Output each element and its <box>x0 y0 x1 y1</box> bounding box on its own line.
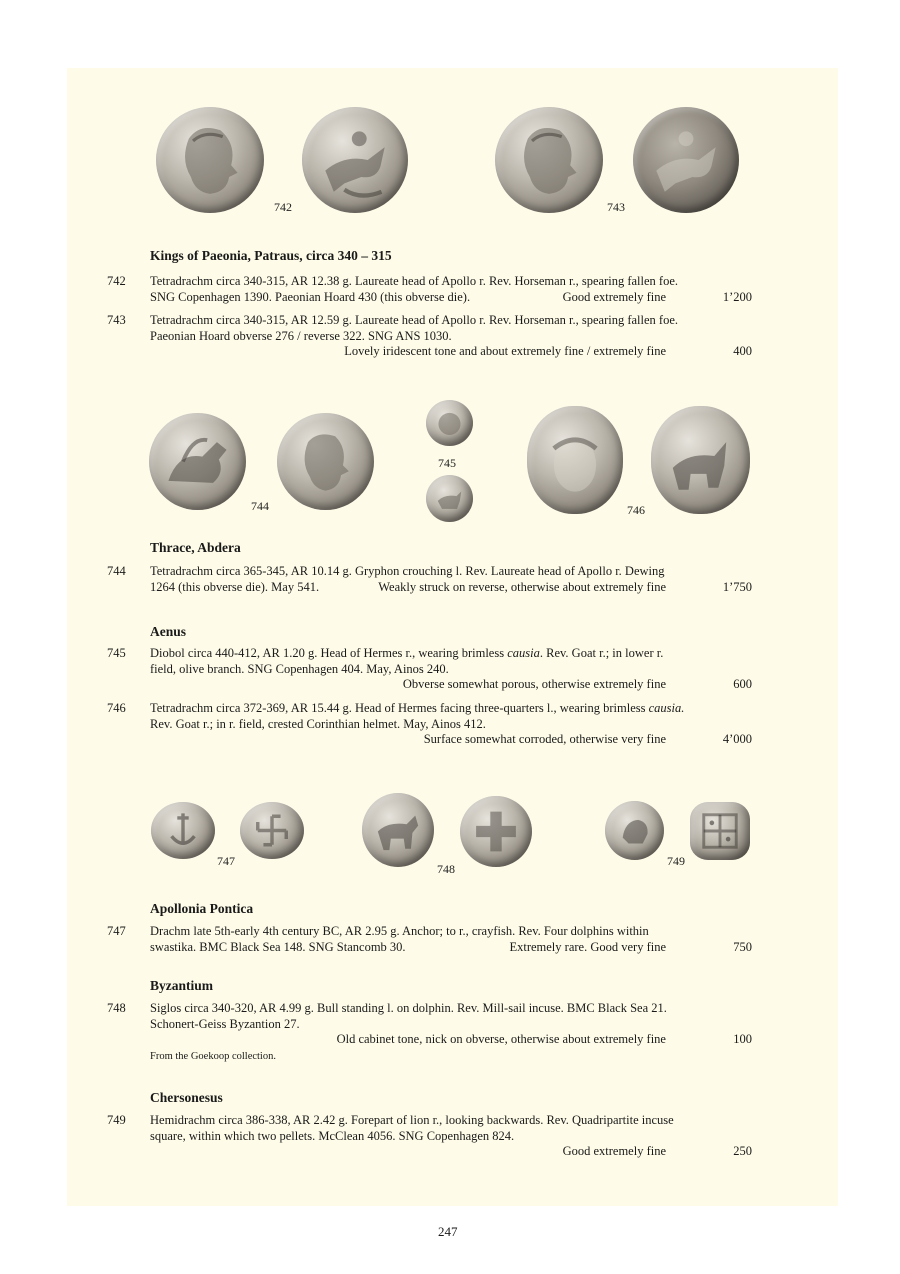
lot-746-line1 <box>150 701 752 717</box>
coin-label-744: 744 <box>251 499 269 513</box>
hermes-facing-icon <box>527 406 623 514</box>
coin-745-obverse-image <box>426 400 473 446</box>
lot-746-condition: Surface somewhat corroded, otherwise very fine <box>423 732 666 746</box>
apollo-head-icon <box>277 413 374 510</box>
coin-748-reverse-image <box>460 796 532 867</box>
coin-748-obverse-image <box>362 793 434 867</box>
coin-749-obverse-image <box>605 801 664 860</box>
lot-742-meta <box>150 290 752 306</box>
coin-745-reverse-image <box>426 475 473 522</box>
gryphon-icon <box>149 413 246 510</box>
lot-description-744 <box>150 564 752 580</box>
coin-742-reverse-image <box>302 107 408 213</box>
lot-746-line1-italic: causia. <box>648 701 685 715</box>
coin-746-obverse-image <box>527 406 623 514</box>
lot-748-line1: Siglos circa 340-320, AR 4.99 g. Bull standing l. on dolphin. Rev. Mill-sail incuse. BMC Black Sea 21. <box>150 1001 667 1015</box>
horseman-icon <box>633 107 739 213</box>
lot-744-meta <box>150 580 752 596</box>
lion-forepart-icon <box>605 801 664 860</box>
lot-742-line2: SNG Copenhagen 1390. Paeonian Hoard 430 (this obverse die). <box>150 290 471 304</box>
lot-747-condition: Extremely rare. Good very fine <box>509 940 666 954</box>
lot-description-747 <box>150 924 752 940</box>
coin-747-reverse-image <box>240 802 304 859</box>
lot-description-749 <box>150 1113 752 1144</box>
lot-description-746 <box>150 701 752 732</box>
lot-746-line1-text: Tetradrachm circa 372-369, AR 15.44 g. Head of Hermes facing three-quarters l., wearing brimless <box>150 701 649 715</box>
lot-745-line2: field, olive branch. SNG Copenhagen 404. May, Ainos 240. <box>150 661 449 676</box>
lot-747-line2: swastika. BMC Black Sea 148. SNG Stancomb 30. <box>150 940 406 954</box>
lot-747-meta <box>150 940 752 956</box>
coin-label-746: 746 <box>627 503 645 517</box>
page-number: 247 <box>438 1224 458 1239</box>
lot-749-line1: Hemidrachm circa 386-338, AR 2.42 g. Forepart of lion r., looking backwards. Rev. Quadripartite incuse <box>150 1113 674 1127</box>
lot-748-provenance: From the Goekoop collection. <box>150 1051 276 1062</box>
lot-747-line1: Drachm late 5th-early 4th century BC, AR 2.95 g. Anchor; to r., crayfish. Rev. Four dolphins within <box>150 924 649 938</box>
horseman-icon <box>302 107 408 213</box>
lot-743-line2: Paeonian Hoard obverse 276 / reverse 322. SNG ANS 1030. <box>150 328 452 343</box>
coin-744-reverse-image <box>277 413 374 510</box>
lot-description-748 <box>150 1001 752 1032</box>
hermes-head-icon <box>426 400 473 446</box>
lot-744-line2: 1264 (this obverse die). May 541. <box>150 580 320 594</box>
lot-number-742: 742 <box>107 274 126 288</box>
section-heading-chersonesus: Chersonesus <box>150 1090 223 1105</box>
section-heading-paeonia: Kings of Paeonia, Patraus, circa 340 – 315 <box>150 248 392 263</box>
lot-number-746: 746 <box>107 701 126 715</box>
coin-label-743: 743 <box>607 200 625 214</box>
lot-749-estimate: 250 <box>733 1144 752 1158</box>
lot-749-condition: Good extremely fine <box>562 1144 666 1158</box>
coin-744-obverse-image <box>149 413 246 510</box>
lot-747-estimate: 750 <box>733 940 752 954</box>
lot-number-744: 744 <box>107 564 126 578</box>
coin-746-reverse-image <box>651 406 750 514</box>
goat-icon <box>426 475 473 522</box>
lot-746-estimate: 4’000 <box>722 732 752 746</box>
coin-743-reverse-image <box>633 107 739 213</box>
lot-745-estimate: 600 <box>733 677 752 691</box>
lot-744-condition: Weakly struck on reverse, otherwise about extremely fine <box>378 580 666 594</box>
lot-748-line2: Schonert-Geiss Byzantion 27. <box>150 1016 300 1031</box>
apollo-head-icon <box>156 107 264 213</box>
lot-number-747: 747 <box>107 924 126 938</box>
goat-icon <box>651 406 750 514</box>
lot-745-condition: Obverse somewhat porous, otherwise extremely fine <box>402 677 666 691</box>
lot-742-estimate: 1’200 <box>722 290 752 304</box>
coin-747-obverse-image <box>151 802 215 859</box>
lot-748-estimate: 100 <box>733 1032 752 1046</box>
lot-744-line1: Tetradrachm circa 365-345, AR 10.14 g. Gryphon crouching l. Rev. Laureate head of Apollo r. Dewing <box>150 564 665 578</box>
coin-label-745: 745 <box>438 456 456 470</box>
section-heading-abdera: Thrace, Abdera <box>150 540 241 555</box>
coin-label-747: 747 <box>217 854 235 868</box>
lot-746-line2: Rev. Goat r.; in r. field, crested Corinthian helmet. May, Ainos 412. <box>150 716 486 731</box>
lot-description-745 <box>150 646 752 677</box>
section-heading-aenus: Aenus <box>150 624 187 639</box>
coin-749-reverse-image <box>690 802 750 860</box>
lot-742-line1: Tetradrachm circa 340-315, AR 12.38 g. Laureate head of Apollo r. Rev. Horseman r., spearing fallen foe. <box>150 274 679 288</box>
lot-description-743 <box>150 313 752 344</box>
quadripartite-incuse-icon <box>690 802 750 860</box>
lot-description-742 <box>150 274 752 290</box>
bull-icon <box>362 793 434 867</box>
apollo-head-icon <box>495 107 603 213</box>
lot-number-749: 749 <box>107 1113 126 1127</box>
lot-742-condition: Good extremely fine <box>562 290 666 304</box>
coin-742-obverse-image <box>156 107 264 213</box>
coin-743-obverse-image <box>495 107 603 213</box>
section-heading-apollonia: Apollonia Pontica <box>150 901 254 916</box>
lot-number-743: 743 <box>107 313 126 327</box>
lot-745-line1-italic: causia <box>507 646 540 660</box>
swastika-dolphins-icon <box>240 802 304 859</box>
coin-label-742: 742 <box>274 200 292 214</box>
lot-749-line2: square, within which two pellets. McClean 4056. SNG Copenhagen 824. <box>150 1128 515 1143</box>
anchor-icon <box>151 802 215 859</box>
lot-743-estimate: 400 <box>733 344 752 358</box>
lot-745-line1-tail: . Rev. Goat r.; in lower r. <box>539 646 664 660</box>
lot-748-condition: Old cabinet tone, nick on obverse, otherwise about extremely fine <box>336 1032 666 1046</box>
mill-sail-incuse-icon <box>460 796 532 867</box>
coin-label-748: 748 <box>437 862 455 876</box>
lot-745-line1-text: Diobol circa 440-412, AR 1.20 g. Head of Hermes r., wearing brimless <box>150 646 508 660</box>
lot-743-condition: Lovely iridescent tone and about extremely fine / extremely fine <box>344 344 666 358</box>
lot-number-748: 748 <box>107 1001 126 1015</box>
lot-743-line1: Tetradrachm circa 340-315, AR 12.59 g. Laureate head of Apollo r. Rev. Horseman r., spearing fallen foe. <box>150 313 679 327</box>
lot-number-745: 745 <box>107 646 126 660</box>
lot-744-estimate: 1’750 <box>722 580 752 594</box>
section-heading-byzantium: Byzantium <box>150 978 214 993</box>
lot-745-line1 <box>150 646 752 662</box>
coin-label-749: 749 <box>667 854 685 868</box>
